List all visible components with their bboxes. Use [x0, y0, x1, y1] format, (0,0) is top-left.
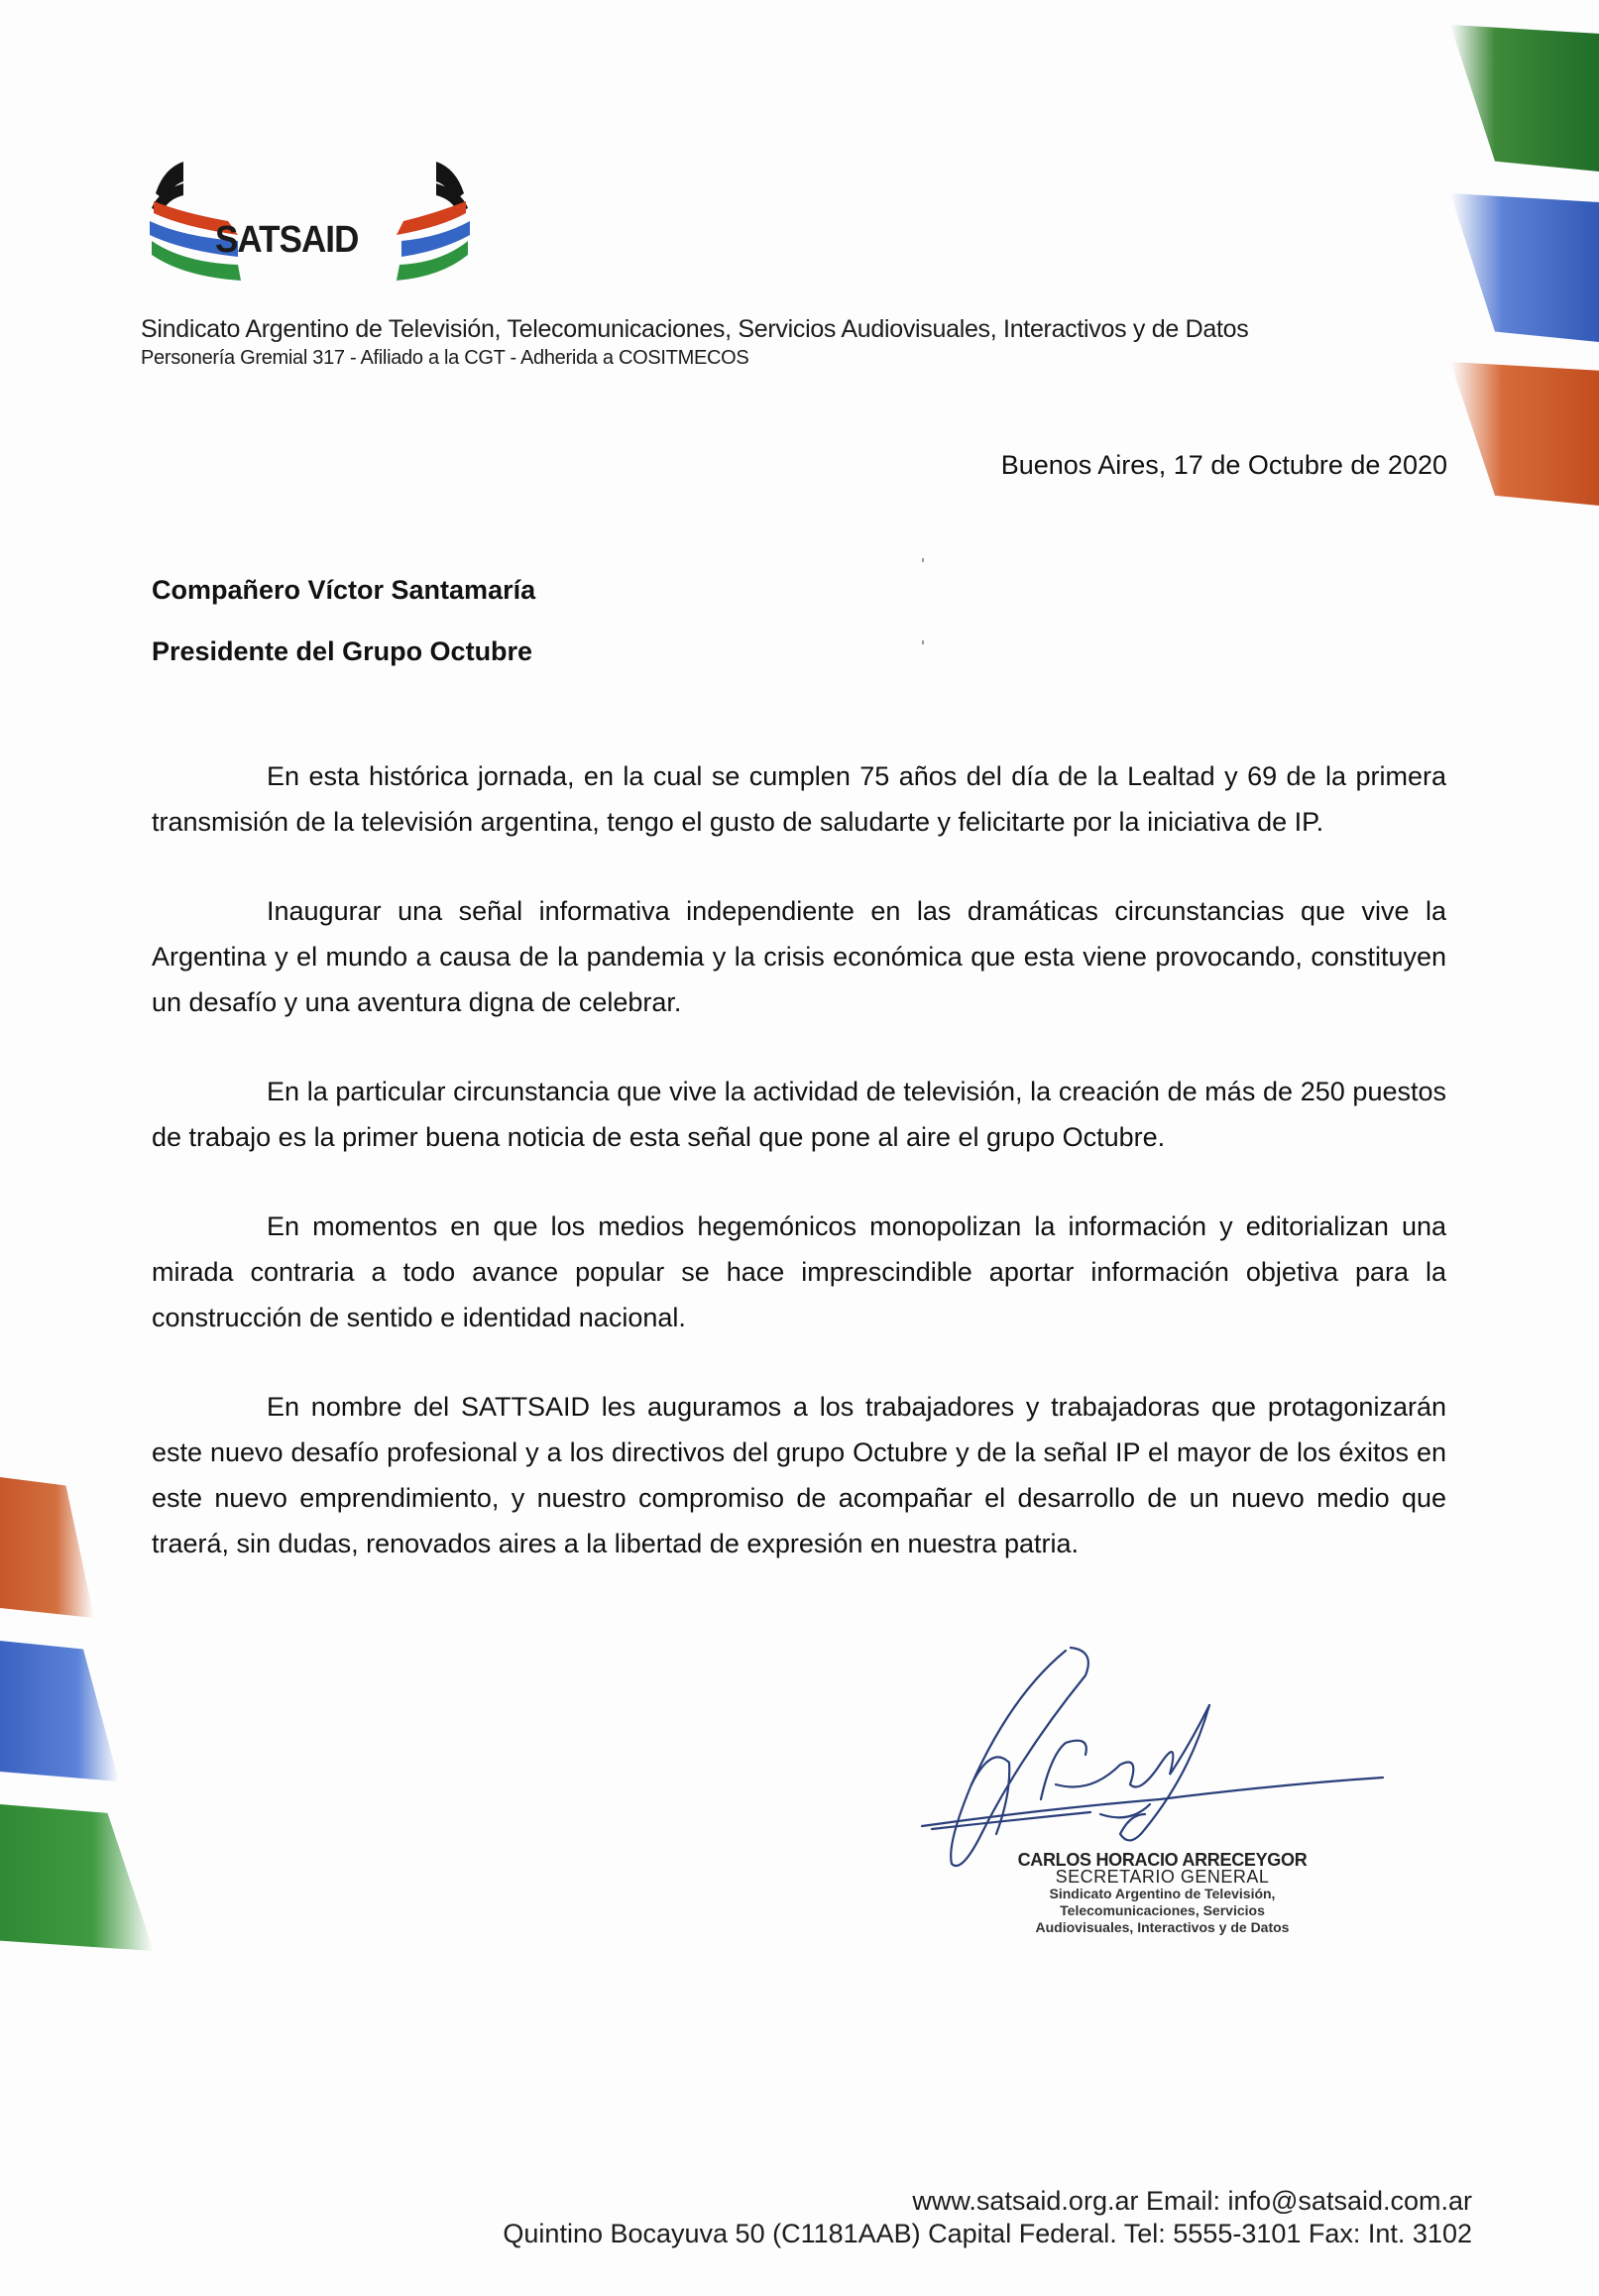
signer-org-line: Sindicato Argentino de Televisión, [1049, 1886, 1276, 1901]
decor-band-orange-right [1450, 362, 1599, 506]
footer-web-email: www.satsaid.org.ar Email: info@satsaid.com.ar [912, 2186, 1472, 2216]
paragraph: En nombre del SATTSAID les auguramos a los trabajadores y trabajadoras que protagonizarán este nuevo desafío profesional y a los directivos del grupo Octubre y de la señal IP el mayor de los éxitos en este nuevo emprendimiento, y nuestro compromiso de acompañar el desarrollo de un nuevo medio que traerá, sin dudas, renovados aires a la libertad de expresión en nuestra patria. [152, 1392, 1446, 1558]
recipient-name: Compañero Víctor Santamaría [152, 575, 536, 605]
decor-band-blue-right [1450, 193, 1599, 342]
scan-speck [922, 558, 924, 562]
letter-body [152, 753, 1446, 1610]
signer-name: CARLOS HORACIO ARRECEYGOR [1017, 1850, 1308, 1870]
signature-stamp [991, 1852, 1333, 1936]
logo-wordmark: SATSAID [215, 219, 359, 261]
paragraph: Inaugurar una señal informativa independiente en las dramáticas circunstancias que vive la Argentina y el mundo a causa de la pandemia y la crisis económica que esta viene provocando, constituyen un desafío y una aventura digna de celebrar. [152, 896, 1446, 1017]
recipient-title: Presidente del Grupo Octubre [152, 636, 533, 666]
decor-band-blue-left [0, 1641, 119, 1781]
footer-address: Quintino Bocayuva 50 (C1181AAB) Capital Federal. Tel: 5555-3101 Fax: Int. 3102 [503, 2219, 1472, 2248]
signer-role: SECRETARIO GENERAL [1055, 1867, 1270, 1887]
signer-org-line: Telecomunicaciones, Servicios [1060, 1902, 1265, 1918]
paragraph: En momentos en que los medios hegemónicos monopolizan la información y editorializan una mirada contraria a todo avance popular se hace imprescindible aportar información objetiva para la construcción de sentido e identidad nacional. [152, 1211, 1446, 1332]
decor-band-green-right [1450, 25, 1599, 172]
satsaid-logo [144, 154, 476, 287]
org-subtitle: Personería Gremial 317 - Afiliado a la CGT - Adherida a COSITMECOS [141, 347, 749, 369]
letterhead-footer [503, 2186, 1472, 2249]
signer-org-line: Audiovisuales, Interactivos y de Datos [1035, 1919, 1290, 1935]
letter-date: Buenos Aires, 17 de Octubre de 2020 [1000, 450, 1447, 480]
paragraph: En la particular circunstancia que vive la actividad de televisión, la creación de más de 250 puestos de trabajo es la primer buena noticia de esta señal que pone al aire el grupo Octubre. [152, 1077, 1446, 1152]
scan-speck [922, 640, 924, 644]
decor-band-orange-left [0, 1477, 94, 1618]
org-name: Sindicato Argentino de Televisión, Telecomunicaciones, Servicios Audiovisuales, Interactivos y de Datos [141, 315, 1249, 343]
decor-band-green-left [0, 1804, 154, 1951]
paragraph: En esta histórica jornada, en la cual se cumplen 75 años del día de la Lealtad y 69 de la primera transmisión de la televisión argentina, tengo el gusto de saludarte y felicitarte por la iniciativa de IP. [152, 761, 1446, 837]
